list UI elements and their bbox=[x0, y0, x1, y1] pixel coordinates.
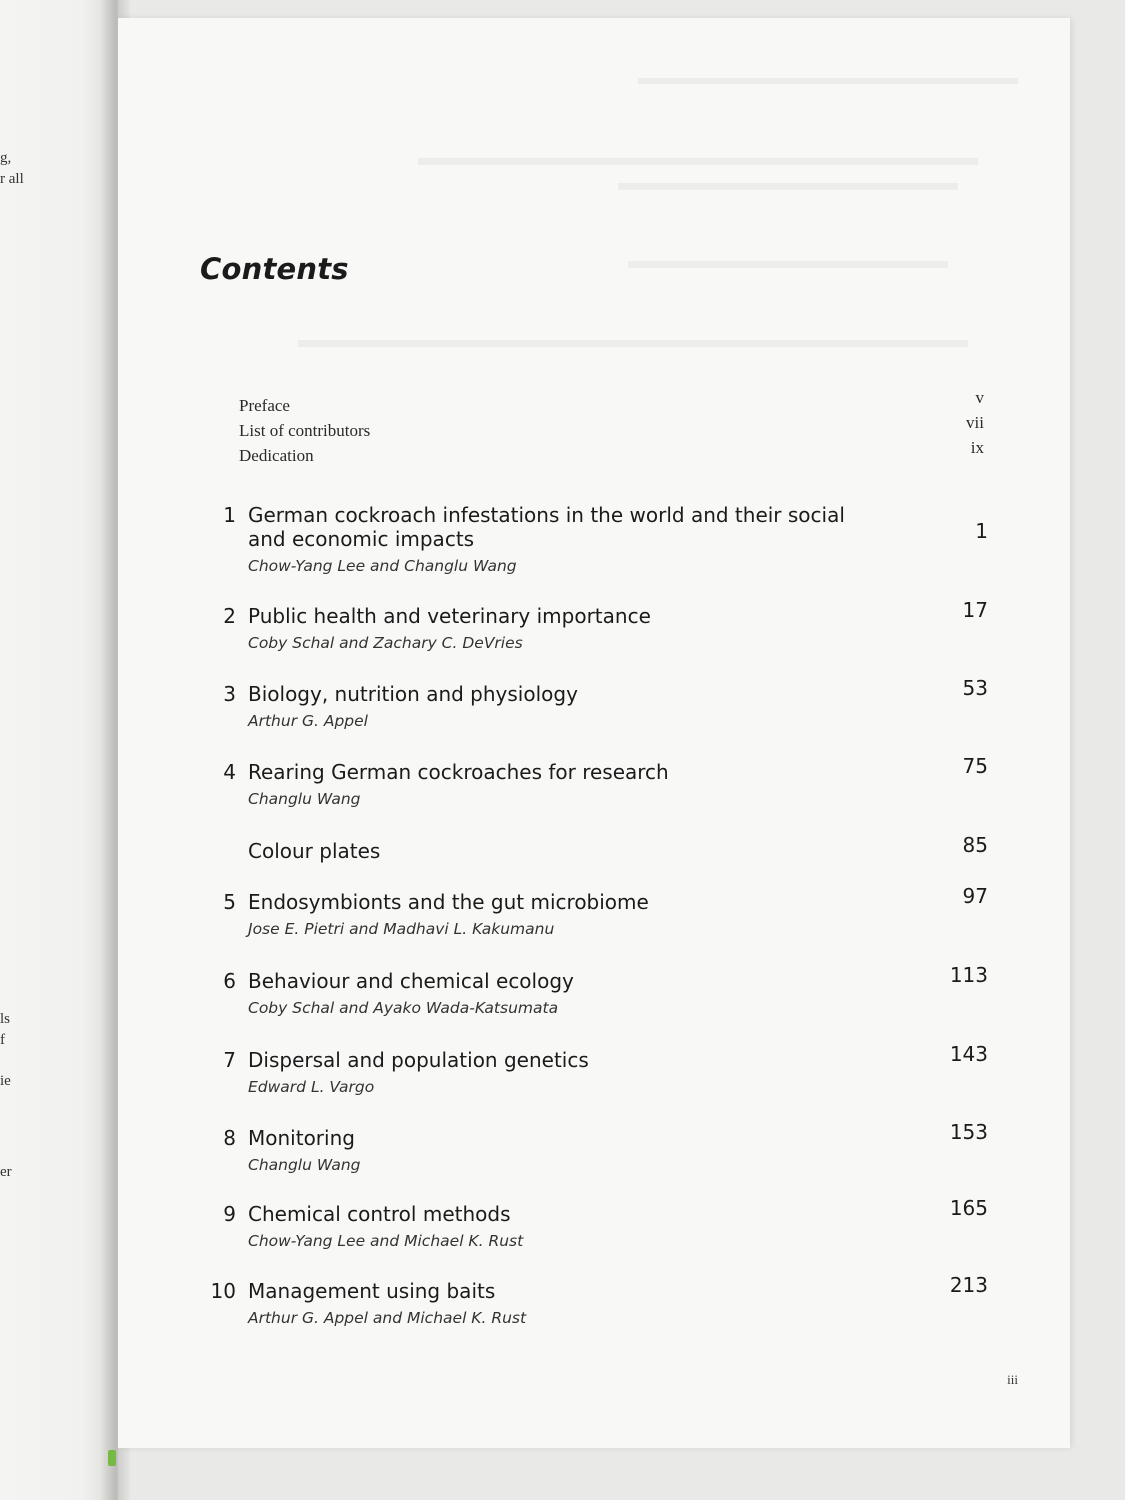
chapter-page: 165 bbox=[949, 1196, 988, 1220]
chapter-authors: Chow-Yang Lee and Changlu Wang bbox=[248, 557, 517, 575]
chapter-title: Colour plates bbox=[248, 839, 381, 863]
page-title: Contents bbox=[200, 252, 349, 286]
chapter-number: 4 bbox=[223, 760, 236, 784]
chapter-number: 8 bbox=[223, 1126, 236, 1150]
chapter-page: 143 bbox=[949, 1042, 988, 1066]
chapter-number: 5 bbox=[223, 890, 236, 914]
chapter-title: Behaviour and chemical ecology bbox=[248, 969, 574, 993]
chapter-authors: Jose E. Pietri and Madhavi L. Kakumanu bbox=[248, 920, 555, 938]
chapter-title: Endosymbionts and the gut microbiome bbox=[248, 890, 649, 914]
chapter-page: 75 bbox=[962, 754, 988, 778]
contents-page bbox=[118, 18, 1070, 1448]
chapter-page: 1 bbox=[975, 519, 988, 543]
chapter-page: 97 bbox=[962, 884, 988, 908]
chapter-title: Monitoring bbox=[248, 1126, 355, 1150]
show-through-shadow bbox=[638, 78, 1018, 84]
front-matter-page: ix bbox=[970, 438, 984, 457]
chapter-authors: Arthur G. Appel bbox=[248, 712, 368, 730]
chapter-entry bbox=[206, 963, 988, 1017]
front-matter-page: vii bbox=[966, 413, 984, 432]
chapter-authors: Coby Schal and Zachary C. DeVries bbox=[248, 634, 523, 652]
chapter-number: 6 bbox=[223, 969, 236, 993]
left-page-fragment: g, bbox=[0, 150, 12, 166]
chapter-title: Dispersal and population genetics bbox=[248, 1048, 589, 1072]
chapter-entry bbox=[206, 1120, 988, 1174]
chapter-entry bbox=[206, 754, 988, 808]
chapter-authors: Arthur G. Appel and Michael K. Rust bbox=[248, 1309, 527, 1327]
left-page-fragment: f bbox=[0, 1032, 5, 1048]
page-folio: iii bbox=[1007, 1372, 1018, 1387]
chapter-entry bbox=[206, 503, 988, 575]
left-page-fragment: r all bbox=[0, 171, 24, 187]
chapter-entry bbox=[206, 884, 988, 938]
front-matter-list bbox=[239, 388, 984, 471]
chapter-authors: Changlu Wang bbox=[248, 790, 361, 808]
chapter-number: 2 bbox=[223, 604, 236, 628]
left-page-fragment: ls bbox=[0, 1011, 11, 1027]
chapter-entry bbox=[206, 1042, 988, 1096]
chapter-page: 213 bbox=[949, 1273, 988, 1297]
chapter-title: Biology, nutrition and physiology bbox=[248, 682, 578, 706]
chapter-number: 1 bbox=[223, 503, 236, 527]
front-matter-label: Dedication bbox=[239, 446, 314, 465]
chapter-title: German cockroach infestations in the world and their social and economic impacts bbox=[248, 503, 845, 551]
cover-edge-accent bbox=[108, 1450, 116, 1466]
chapter-title: Public health and veterinary importance bbox=[248, 604, 651, 628]
front-matter-label: List of contributors bbox=[239, 421, 371, 440]
left-page-fragment: er bbox=[0, 1164, 12, 1180]
chapter-entry bbox=[206, 1273, 988, 1327]
chapter-entry bbox=[206, 676, 988, 730]
left-page-fragment: ie bbox=[0, 1073, 11, 1089]
chapter-entry bbox=[206, 1196, 988, 1250]
chapter-authors: Edward L. Vargo bbox=[248, 1078, 375, 1096]
chapter-authors: Changlu Wang bbox=[248, 1156, 361, 1174]
chapter-number: 3 bbox=[223, 682, 236, 706]
show-through-shadow bbox=[298, 340, 968, 347]
front-matter-label: Preface bbox=[239, 396, 290, 415]
front-matter-item bbox=[239, 438, 984, 471]
show-through-shadow bbox=[418, 158, 978, 165]
chapter-entry bbox=[206, 833, 988, 863]
chapter-page: 53 bbox=[962, 676, 988, 700]
show-through-shadow bbox=[618, 183, 958, 190]
chapter-number: 9 bbox=[223, 1202, 236, 1226]
chapter-page: 113 bbox=[949, 963, 988, 987]
chapter-entry bbox=[206, 598, 988, 652]
chapter-title: Management using baits bbox=[248, 1279, 496, 1303]
chapter-authors: Coby Schal and Ayako Wada-Katsumata bbox=[248, 999, 559, 1017]
chapter-page: 85 bbox=[962, 833, 988, 857]
show-through-shadow bbox=[628, 261, 948, 268]
front-matter-item bbox=[239, 413, 984, 446]
chapter-authors: Chow-Yang Lee and Michael K. Rust bbox=[248, 1232, 524, 1250]
chapter-title: Rearing German cockroaches for research bbox=[248, 760, 669, 784]
front-matter-item bbox=[239, 388, 984, 421]
chapter-page: 153 bbox=[949, 1120, 988, 1144]
chapter-number: 7 bbox=[223, 1048, 236, 1072]
front-matter-page: v bbox=[975, 388, 984, 407]
chapter-title: Chemical control methods bbox=[248, 1202, 511, 1226]
chapter-number: 10 bbox=[210, 1279, 236, 1303]
chapter-page: 17 bbox=[962, 598, 988, 622]
